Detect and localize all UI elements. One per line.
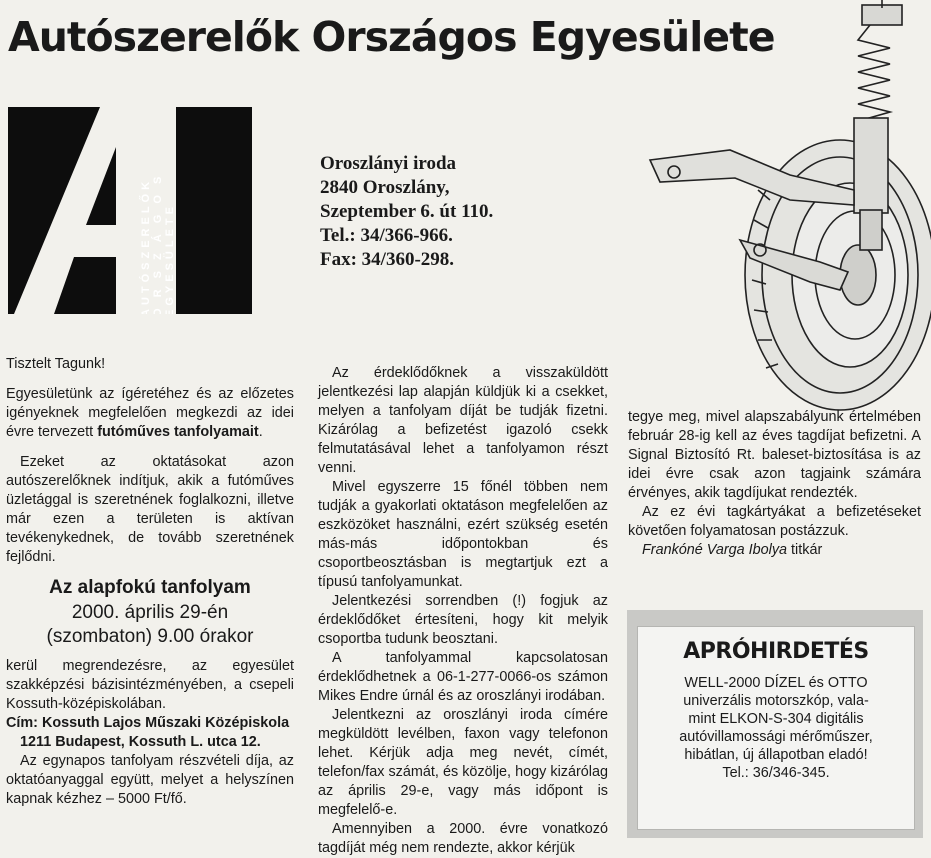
article-headline: Autószerelők Országos Egyesülete — [8, 13, 775, 61]
paragraph-groups: Mivel egyszerre 15 főnél többen nem tudják a gyakorlati oktatáson megfelelően az eszközöket használni, ezért szükség esetén más-más időpontokban és csoportbeosztásban is megtartjuk ezt a típusú tanfolyamunkat. — [318, 479, 608, 590]
paragraph-venue: kerül megrendezésre, az egyesület szakképzési bázisintézményében, a csepeli Kossuth-középiskolában. — [6, 658, 294, 712]
office-line-1: Oroszlányi iroda — [320, 153, 457, 174]
column-right — [628, 408, 921, 560]
signature-role: titkár — [787, 542, 823, 558]
paragraph-fee-reminder: Amennyiben a 2000. évre vonatkozó tagdíját még nem rendezte, akkor kérjük — [318, 821, 608, 856]
paragraph-fee: Az egynapos tanfolyam részvételi díja, az oktatóanyaggal együtt, melyet a helyszínen kapnak kézhez – 5000 Ft/fő. — [6, 753, 294, 807]
a1-logo — [8, 107, 252, 314]
paragraph-contact: A tanfolyammal kapcsolatosan érdeklődhetnek a 06-1-277-0066-os számon Mikes Endre úrnál és az oroszlányi irodában. — [318, 650, 608, 704]
signature-name: Frankóné Varga Ibolya — [642, 542, 788, 558]
classified-ad-panel — [637, 626, 915, 830]
intro-end-text: . — [258, 424, 263, 440]
greeting: Tisztelt Tagunk! — [6, 356, 106, 372]
classified-ad-box — [627, 610, 923, 838]
paragraph-order: Jelentkezési sorrendben (!) fogjuk az érdeklődőket értesíteni, hogy kit melyik csoportba tudunk beosztani. — [318, 593, 608, 647]
address-line-1: Cím: Kossuth Lajos Műszaki Középiskola — [6, 715, 290, 731]
ad-line-5: hibátlan, új állapotban eladó! — [684, 747, 868, 763]
course-time: (szombaton) 9.00 órakor — [46, 626, 254, 647]
signature — [628, 541, 921, 560]
logo-line-1 — [140, 293, 152, 314]
intro-bold-text: futóműves tanfolyamait — [97, 424, 259, 440]
column-left — [6, 355, 294, 809]
classified-ad-title: APRÓHIRDETÉS — [683, 639, 869, 664]
classified-ad-text — [638, 674, 914, 782]
office-address-block — [320, 152, 640, 272]
ad-line-4: autóvillamossági mérőműszer, — [679, 729, 873, 745]
logo-line-2: O — [152, 304, 164, 314]
paragraph-apply: Jelentkezni az oroszlányi iroda címére megküldött levélben, faxon vagy telefonon lehet. Kérjük adja meg nevét, címét, telefon/fax számát, és közölje, hogy kizárólag az április 29-e, vagy más időpont is megfelelő-e. — [318, 707, 608, 818]
office-phone: Tel.: 34/366-966. — [320, 225, 453, 246]
ad-line-1: WELL-2000 DÍZEL és OTTO — [684, 675, 868, 691]
paragraph-membership: tegye meg, mivel alapszabályunk értelmében február 28-ig kell az éves tagdíjat befizetni. A Signal Biztosító Rt. baleset-biztosítása is az idei évre csak azon tagjaink számára érvényes, akik tagdíjukat rendezték. — [628, 409, 921, 501]
column-middle — [318, 364, 608, 858]
ad-phone: Tel.: 36/346-345. — [722, 765, 830, 781]
course-title: Az alapfokú tanfolyam — [49, 577, 251, 598]
ad-line-3: mint ELKON-S-304 digitális — [688, 711, 864, 727]
paragraph-audience: Ezeket az oktatásokat azon autószerelőknek indítjuk, akik a futóműves üzletággal is szeretnének foglalkozni, illetve már ezen a területen is aktívan tevékenykednek, de tovább szeretnének fejlődni. — [6, 454, 294, 565]
a1-logo-mark-icon — [8, 107, 252, 314]
course-announcement — [6, 575, 294, 649]
office-fax: Fax: 34/360-298. — [320, 249, 455, 270]
course-date: 2000. április 29-én — [71, 602, 229, 623]
suspension-strut-illustration-icon — [640, 0, 931, 415]
ad-line-2: univerzális motorszkóp, vala- — [683, 693, 869, 709]
paragraph-checks: Az érdeklődőknek a visszaküldött jelentkezési lap alapján küldjük ki a csekket, melyen a tanfolyam díját be tudják fizetni. Kizárólag a befizetést igazoló csekk felmutatásával lehet a tanfolyamon részt venni. — [318, 365, 608, 476]
office-line-3: Szeptember 6. út 110. — [320, 201, 494, 222]
office-line-2: 2840 Oroszlány, — [320, 177, 450, 198]
intro-text: Egyesületünk az ígéretéhez és az előzetes igényeknek megfelelően megkezdi az idei évre tervezett — [6, 386, 294, 440]
paragraph-cards: Az ez évi tagkártyákat a befizetéseket követően folyamatosan postázzuk. — [628, 504, 921, 539]
logo-vertical-text — [140, 293, 252, 314]
logo-line-3 — [164, 293, 176, 314]
paragraph-intro — [6, 385, 294, 442]
address-line-2: 1211 Budapest, Kossuth L. utca 12. — [20, 734, 261, 750]
